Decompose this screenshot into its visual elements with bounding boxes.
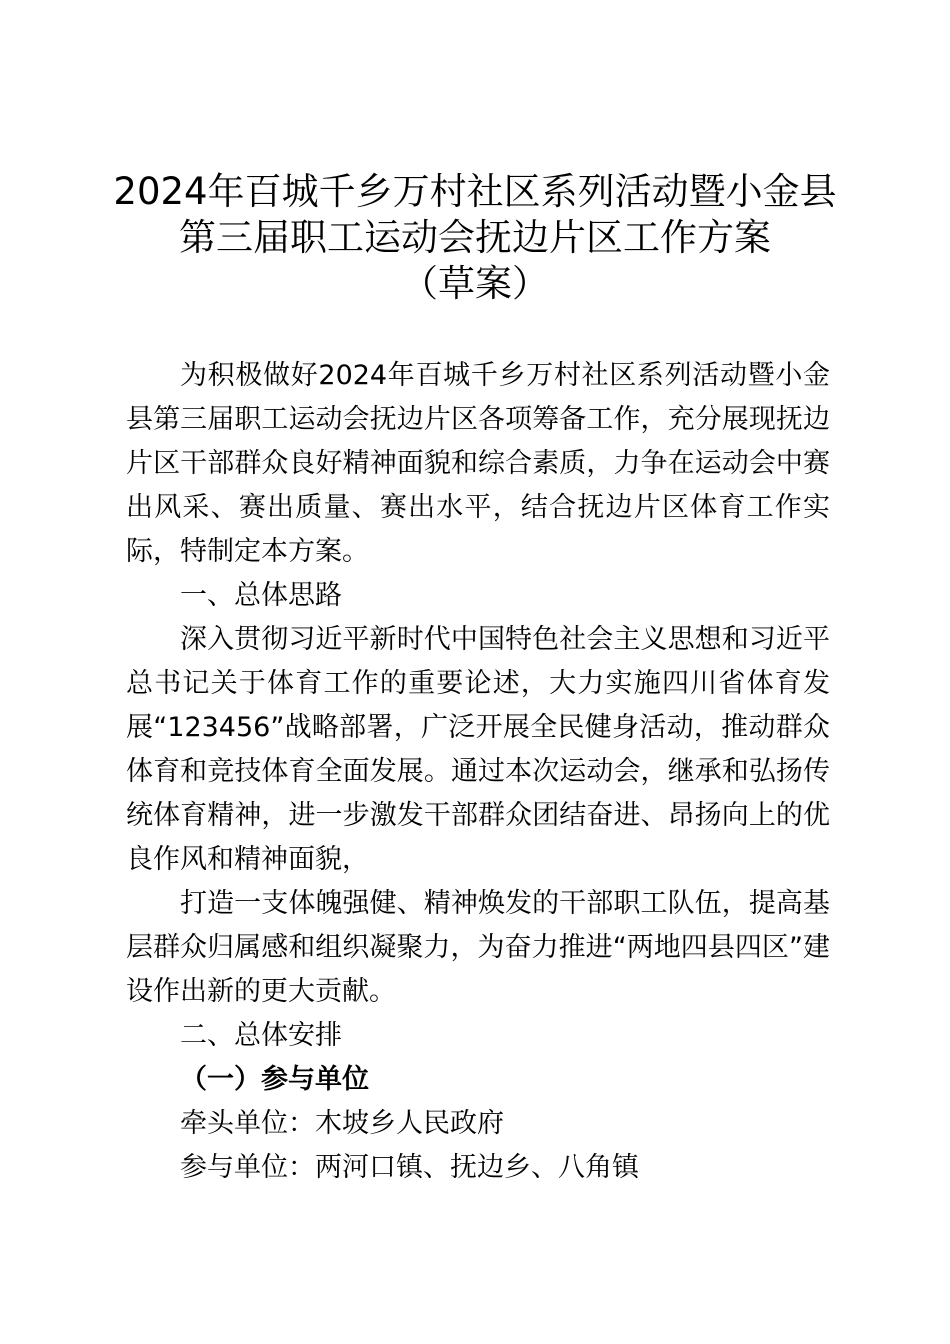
document-title-line-3: （草案）	[401, 262, 549, 305]
section-heading-overall-approach: 一、总体思路	[180, 580, 342, 611]
subsection-heading-participating-units: （一）参与单位	[180, 1064, 369, 1095]
approach-paragraph-continued: 打造一支体魄强健、精神焕发的干部职工队伍，提高基层群众归属感和组织凝聚力，为奋力推进“两地四县四区”建设作出新的更大贡献。	[126, 888, 830, 1007]
approach-paragraph: 深入贯彻习近平新时代中国特色社会主义思想和习近平总书记关于体育工作的重要论述，大力实施四川省体育发展“123456”战略部署，广泛开展全民健身活动，推动群众体育和竞技体育全面发展。通过本次运动会，继承和弘扬传统体育精神，进一步激发干部群众团结奋进、昂扬向上的优良作风和精神面貌，	[126, 624, 830, 875]
intro-paragraph: 为积极做好2024年百城千乡万村社区系列活动暨小金县第三届职工运动会抚边片区各项筹备工作，充分展现抚边片区干部群众良好精神面貌和综合素质，力争在运动会中赛出风采、赛出质量、赛出水平，结合抚边片区体育工作实际，特制定本方案。	[126, 360, 830, 567]
lead-unit-line: 牵头单位：木坡乡人民政府	[180, 1108, 504, 1139]
document-title-line-1: 2024年百城千乡万村社区系列活动暨小金县	[113, 170, 837, 213]
document-body	[126, 354, 830, 1190]
section-heading-overall-arrangement: 二、总体安排	[180, 1020, 342, 1051]
participating-units-line: 参与单位：两河口镇、抚边乡、八角镇	[180, 1152, 639, 1183]
document-title-line-2: 第三届职工运动会抚边片区工作方案	[179, 216, 771, 259]
